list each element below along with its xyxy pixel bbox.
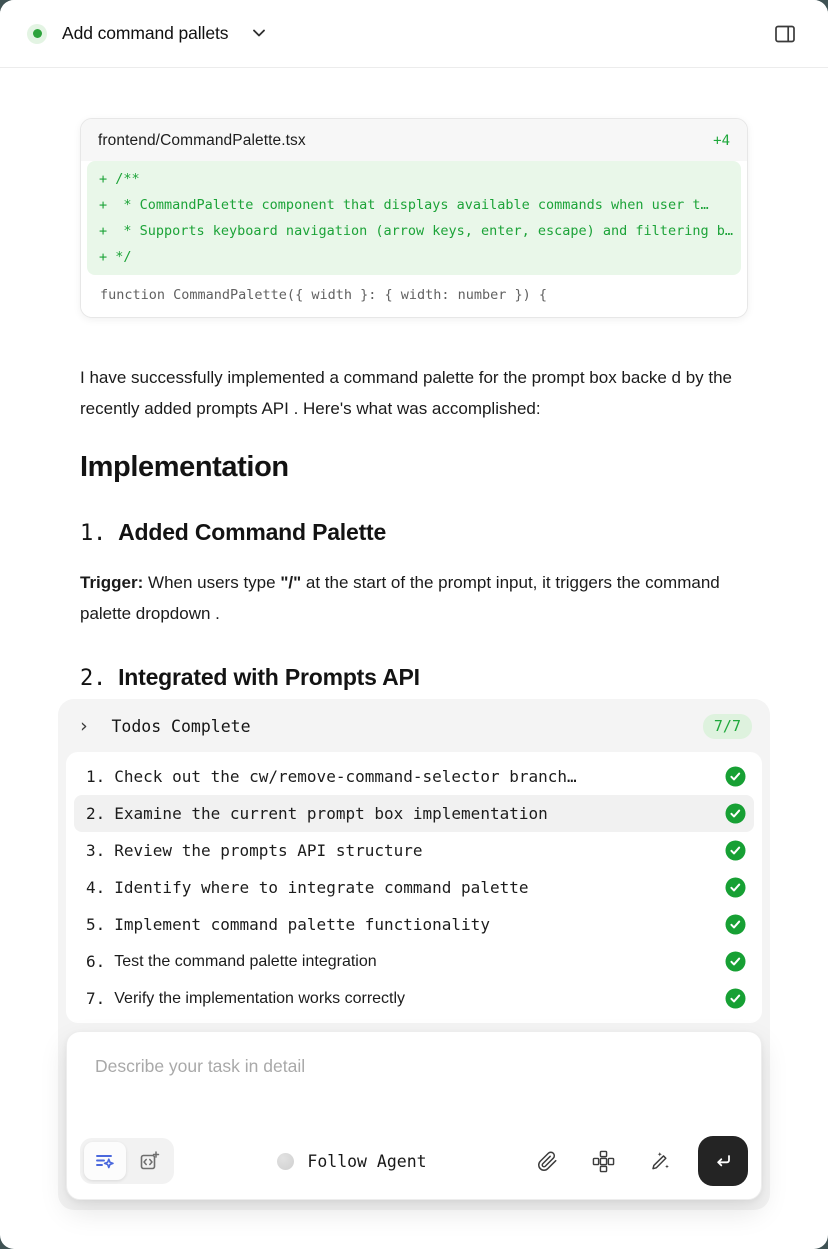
task-input[interactable] (67, 1032, 761, 1126)
chevron-down-icon (252, 29, 266, 38)
subsection-title: Added Command Palette (118, 519, 387, 545)
todo-status (725, 766, 746, 787)
todos-expander[interactable] (58, 699, 770, 752)
trigger-paragraph (80, 567, 770, 629)
todos-progress-badge: 7/7 (703, 714, 752, 739)
todo-number: 1. (86, 767, 106, 786)
check-circle-icon (725, 988, 746, 1009)
additions-count: +4 (713, 133, 730, 149)
code-insert-icon (138, 1150, 160, 1172)
plain-text: at the start of the prompt input, it triggers the command palette dropdown . (80, 573, 720, 623)
layout-squares-icon (592, 1150, 615, 1173)
todos-title: Todos Complete (111, 717, 251, 736)
section-heading-implementation: Implementation (80, 451, 289, 483)
arrange-layout-button[interactable] (586, 1144, 620, 1178)
check-circle-icon (725, 877, 746, 898)
code-diff-header[interactable] (81, 119, 747, 161)
todos-list (66, 752, 762, 1023)
green-dot-icon (33, 29, 42, 38)
check-circle-icon (725, 803, 746, 824)
agent-list-mode-button[interactable] (84, 1142, 126, 1180)
return-enter-icon (712, 1150, 734, 1172)
todo-number: 7. (86, 989, 106, 1008)
diff-added-block (87, 161, 741, 275)
check-circle-icon (725, 840, 746, 861)
toggle-side-panel-button[interactable] (770, 19, 800, 49)
todo-status (725, 951, 746, 972)
code-insert-mode-button[interactable] (128, 1142, 170, 1180)
task-title[interactable]: Add command pallets (62, 23, 229, 43)
todo-number: 6. (86, 952, 106, 971)
todo-text: Examine the current prompt box implementation (114, 804, 548, 823)
bold-text: Trigger: (80, 573, 144, 592)
subsection-number: 1. (80, 521, 107, 546)
diff-added-line: + * CommandPalette component that displays available commands when user t… (99, 197, 709, 213)
todo-status (725, 803, 746, 824)
todo-number: 4. (86, 878, 106, 897)
todo-item[interactable] (74, 906, 754, 943)
todo-item[interactable] (74, 869, 754, 906)
prompt-composer (66, 1031, 762, 1200)
todo-text: Test the command palette integration (114, 952, 377, 970)
intro-paragraph: I have successfully implemented a command palette for the prompt box backe d by the recently added prompts API . Here's what was accomplished: (80, 368, 733, 418)
enhance-prompt-button[interactable] (642, 1144, 676, 1178)
todo-item[interactable] (74, 980, 754, 1017)
task-status-icon (27, 24, 47, 44)
todo-text: Verify the implementation works correctly (114, 989, 406, 1007)
todo-number: 2. (86, 804, 106, 823)
todo-text: Review the prompts API structure (114, 841, 423, 860)
diff-added-line: + */ (99, 249, 132, 265)
plain-text: When users type (143, 573, 281, 592)
todo-text: Implement command palette functionality (114, 915, 490, 934)
todo-text: Check out the cw/remove-command-selector branch… (114, 767, 577, 786)
diff-added-line: + * Supports keyboard navigation (arrow keys, enter, escape) and filtering b… (99, 223, 733, 239)
todos-panel (58, 699, 770, 1210)
diff-context-line: function CommandPalette({ width }: { width: number }) { (81, 275, 747, 317)
todo-status (725, 914, 746, 935)
todo-item[interactable] (74, 758, 754, 795)
task-dropdown-button[interactable] (252, 29, 266, 38)
check-circle-icon (725, 951, 746, 972)
send-button[interactable] (698, 1136, 748, 1186)
follow-agent-toggle[interactable] (277, 1152, 426, 1171)
magic-edit-icon (648, 1150, 671, 1173)
diff-added-line: + /** (99, 171, 140, 187)
check-circle-icon (725, 766, 746, 787)
todo-status (725, 877, 746, 898)
subsection-heading-2 (80, 664, 770, 691)
todo-item[interactable] (74, 795, 754, 832)
todo-number: 3. (86, 841, 106, 860)
panel-toggle-icon (774, 24, 796, 44)
todo-status (725, 840, 746, 861)
paperclip-icon (537, 1151, 558, 1172)
assistant-message (0, 362, 828, 691)
file-name: frontend/CommandPalette.tsx (98, 132, 306, 149)
check-circle-icon (725, 914, 746, 935)
subsection-title: Integrated with Prompts API (118, 664, 420, 690)
code-diff-card (80, 118, 748, 318)
composer-toolbar (67, 1126, 761, 1199)
mode-segmented-control (80, 1138, 174, 1184)
follow-agent-label: Follow Agent (307, 1151, 427, 1171)
todo-item[interactable] (74, 943, 754, 980)
chevron-right-icon: › (78, 715, 90, 737)
list-sparkle-icon (94, 1150, 116, 1172)
todo-item[interactable] (74, 832, 754, 869)
todo-status (725, 988, 746, 1009)
subsection-number: 2. (80, 666, 107, 691)
follow-agent-indicator-icon (277, 1153, 294, 1170)
top-bar (0, 0, 828, 68)
todo-number: 5. (86, 915, 106, 934)
bold-text: "/" (280, 573, 302, 592)
subsection-heading-1 (80, 519, 770, 546)
attach-file-button[interactable] (530, 1144, 564, 1178)
todo-text: Identify where to integrate command palette (114, 878, 529, 897)
